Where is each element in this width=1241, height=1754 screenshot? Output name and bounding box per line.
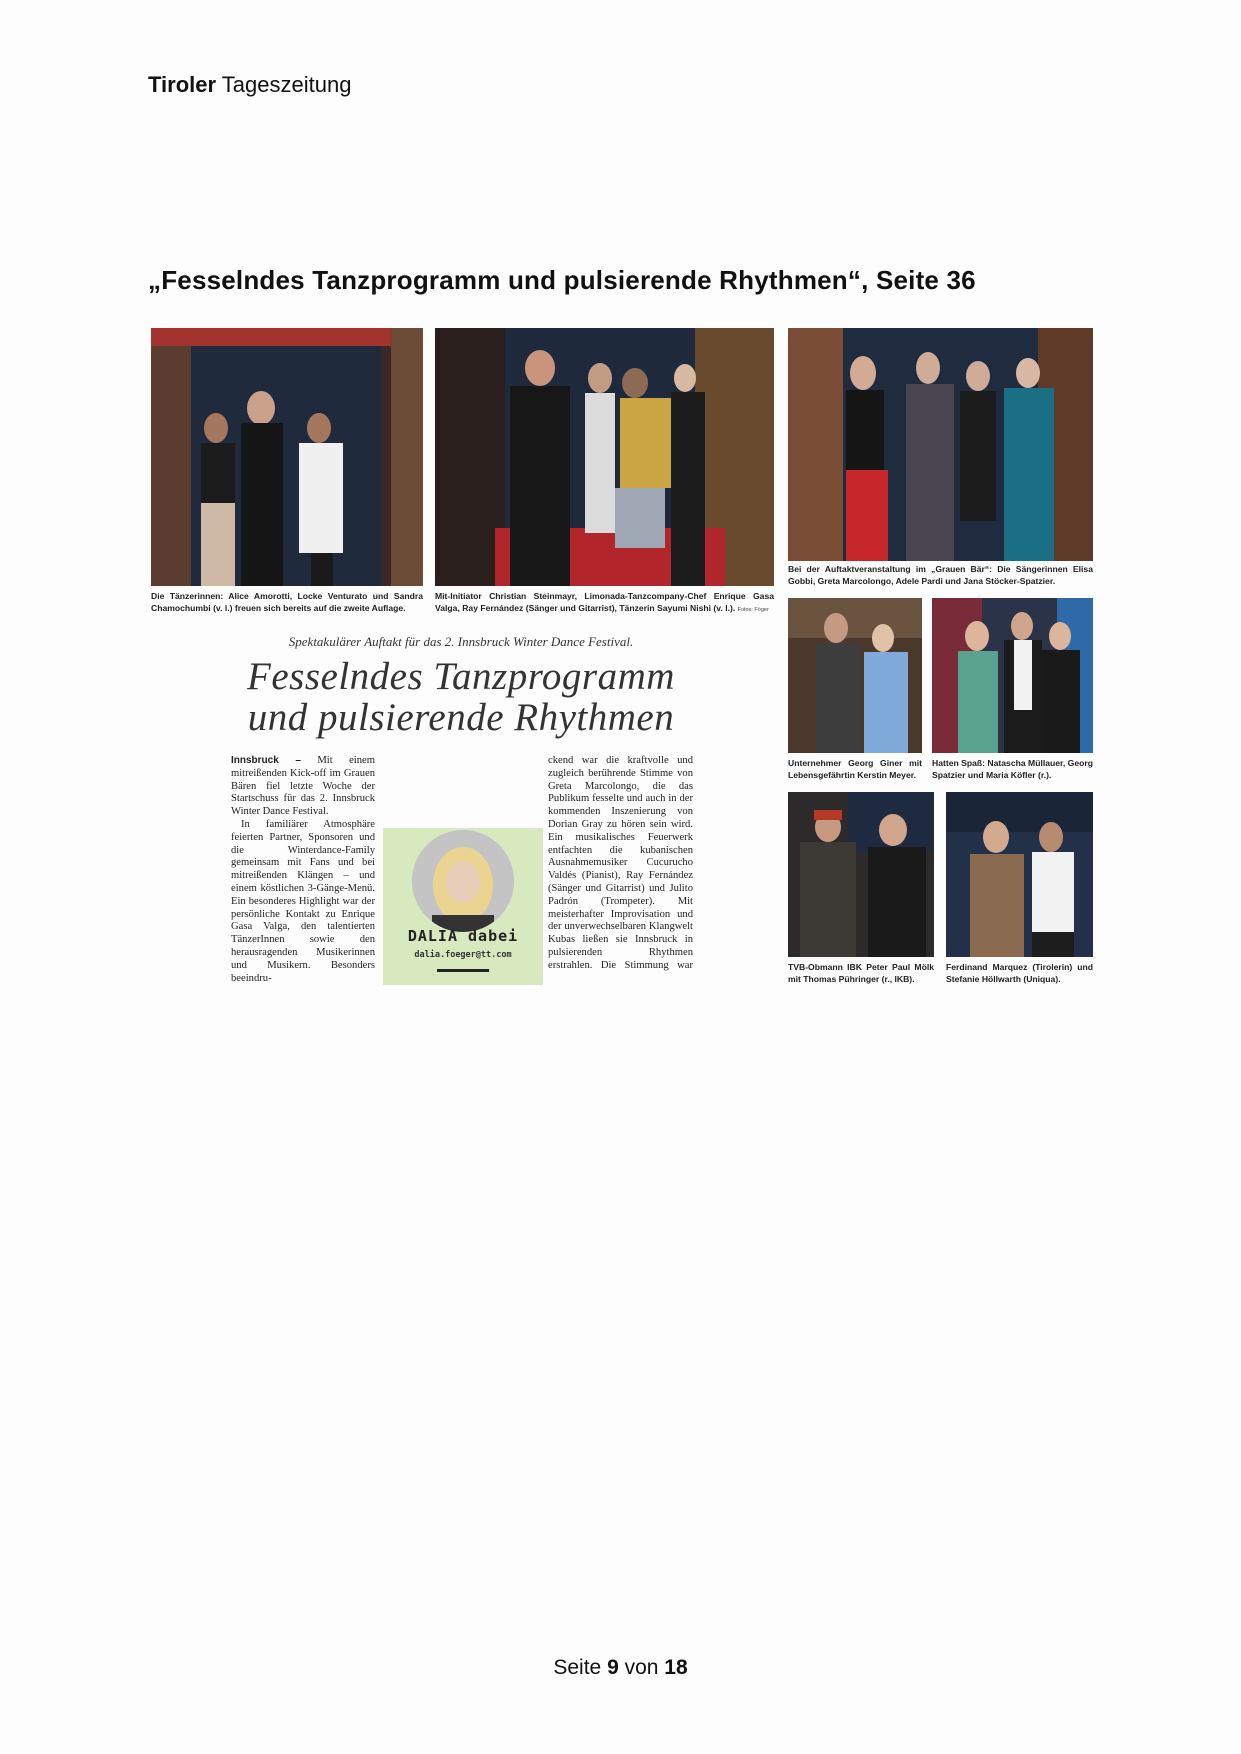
photo-credit: Fotos: Föger bbox=[737, 607, 769, 613]
article-kicker: Spektakulärer Auftakt für das 2. Innsbruck Winter Dance Festival. bbox=[288, 634, 634, 649]
columnist-email: dalia.foeger@tt.com bbox=[414, 950, 512, 960]
clipping-headline: „Fesselndes Tanzprogramm und pulsierende Rhythmen“, Seite 36 bbox=[148, 265, 976, 295]
page-number bbox=[0, 1656, 1241, 1680]
newspaper-name bbox=[148, 72, 351, 98]
photo-caption: Ferdinand Marquez (Tirolerin) und Stefanie Höllwarth (Uniqua). bbox=[946, 962, 1093, 984]
photo-dancers bbox=[151, 328, 423, 586]
page-label-prefix: Seite bbox=[553, 1656, 602, 1679]
photo-singers bbox=[788, 328, 1093, 561]
article-title-line-1: Fesselndes Tanzprogramm bbox=[247, 655, 675, 698]
caption-text: Mit-Initiator Christian Steinmayr, Limonada-Tanzcompany-Chef Enrique Gasa Valga, Ray Fernández (Sänger und Gitarrist), Tänzerin Sayumi Nishi (v. l.). bbox=[435, 591, 774, 613]
photo-caption: Bei der Auftaktveranstaltung im „Grauen Bär“: Die Sängerinnen Elisa Gobbi, Greta Marcolongo, Adele Pardi und Jana Stöcker-Spatzier. bbox=[788, 564, 1093, 586]
photo-caption: Hatten Spaß: Natascha Müllauer, Georg Spatzier und Maria Köfler (r.). bbox=[932, 758, 1093, 780]
article-paragraph: Mit einem mitreißenden Kick-off im Grauen Bären fiel letzte Woche der Startschuss für das 2. Innsbruck Winter Dance Festival. bbox=[231, 755, 375, 818]
article-paragraph: In familiärer Atmosphäre feierten Partner, Sponsoren und die Winterdance-Family gemeinsam mit Fans und bei mitreißenden Klängen – und einem köstlichen 3-Gänge-Menü. Ein besonderes Highlight war der persönliche Kontakt zu Enrique Gasa Valga, den talentierten TänzerInnen sowie den herausragenden Musikerinnen und Musikern. Besonders beeindru- bbox=[231, 818, 375, 984]
article-title bbox=[228, 656, 694, 738]
photo-initiators bbox=[435, 328, 774, 586]
photo-marquez-hoellwarth bbox=[946, 792, 1093, 957]
columnist-portrait bbox=[412, 830, 514, 932]
photo-caption: Die Tänzerinnen: Alice Amorotti, Locke Venturato und Sandra Chamochumbi (v. l.) freuen sich bereits auf die zweite Auflage. bbox=[151, 591, 423, 613]
photo-caption: Unternehmer Georg Giner mit Lebensgefährtin Kerstin Meyer. bbox=[788, 758, 922, 780]
total-pages: 18 bbox=[664, 1656, 688, 1679]
article-dateline: Innsbruck – bbox=[231, 755, 301, 766]
photo-muellauer-spatzier bbox=[932, 598, 1093, 753]
photo-giner-meyer bbox=[788, 598, 922, 753]
article-title-line-2: und pulsierende Rhythmen bbox=[247, 696, 675, 739]
page-label-middle: von bbox=[624, 1656, 659, 1679]
photo-caption bbox=[435, 590, 774, 616]
photo-caption: TVB-Obmann IBK Peter Paul Mölk mit Thomas Pühringer (r., IKB). bbox=[788, 962, 934, 984]
columnist-divider bbox=[437, 969, 489, 972]
current-page: 9 bbox=[607, 1656, 619, 1679]
article-paragraph: ckend war die kraftvolle und zugleich berührende Stimme von Greta Marcolongo, die das Publikum fesselte und auch in der kommenden Inszenierung von Dorian Gray zu hören sein wird. Ein musikalisches Feuerwerk entfachten die kubanischen Ausnahmemusiker Cucurucho Valdés (Pianist), Ray Fernández (Sänger und Gitarrist) und Julito Padrón (Trompeter). Mit meisterhafter Improvisation und der unverwechselbaren Klangwelt Kubas ließen sie Innsbruck in pulsierenden Rhythmen erstrahlen. Die Stimmung war bbox=[548, 755, 693, 971]
brand-regular: Tageszeitung bbox=[221, 72, 352, 97]
brand-bold: Tiroler bbox=[148, 72, 217, 97]
columnist-name: DALIA dabei bbox=[407, 927, 519, 945]
photo-moelk-puehringer bbox=[788, 792, 934, 957]
